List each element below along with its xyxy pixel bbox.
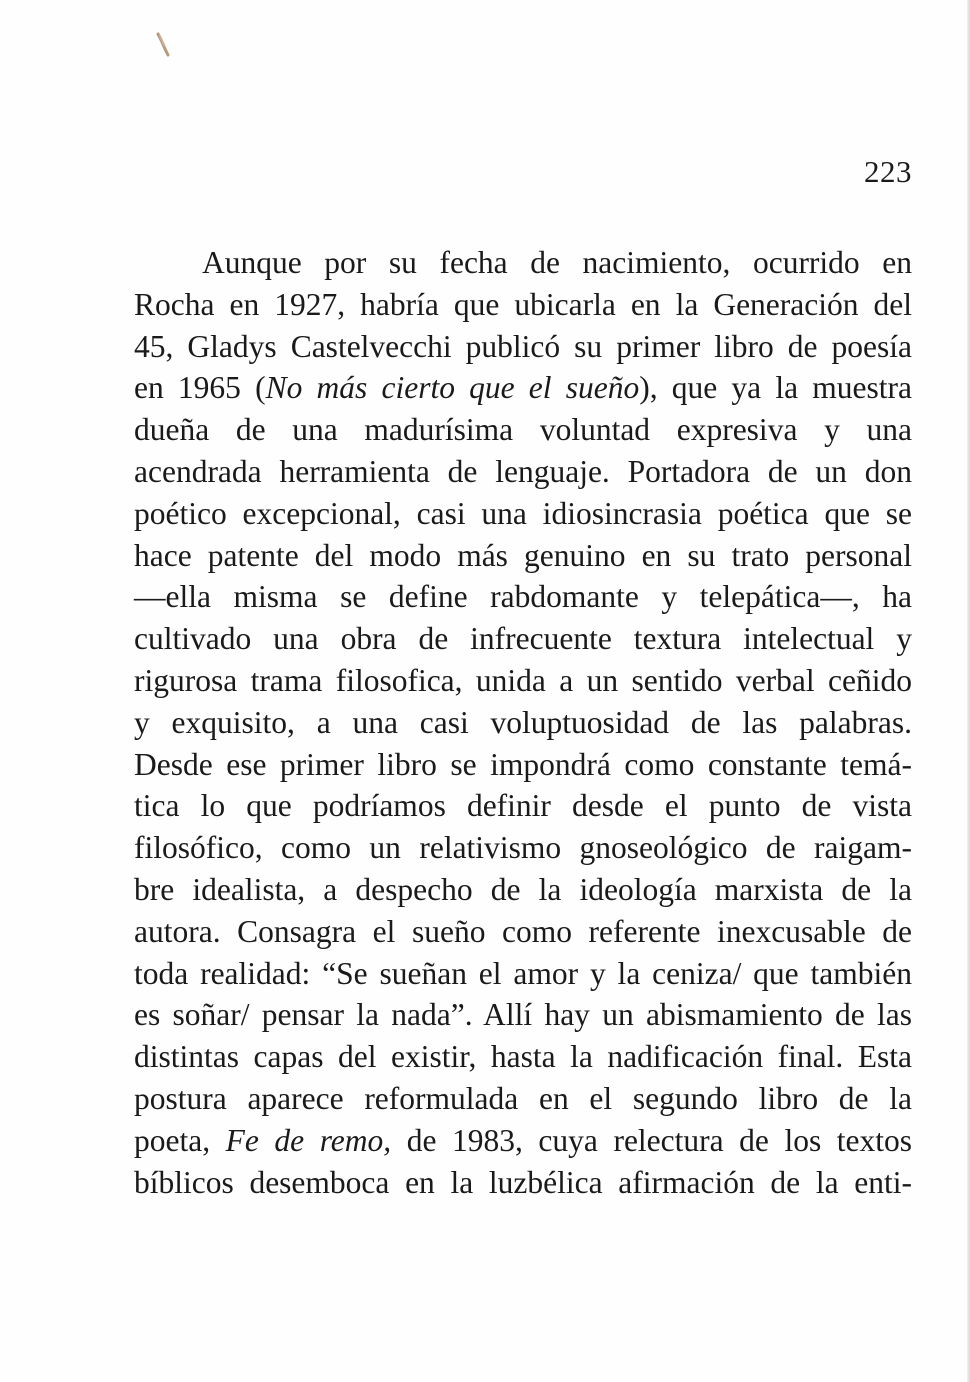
text-line	[134, 660, 912, 702]
text-line	[134, 744, 912, 786]
text-run: 45, Gladys Castelvecchi publicó su primer libro de poesía	[134, 328, 912, 364]
text-line	[134, 994, 912, 1036]
text-run: Rocha en 1927, habría que ubicarla en la Generación del	[134, 286, 912, 322]
text-run: Aunque por su fecha de nacimiento, ocurrido en	[202, 245, 912, 280]
text-line	[134, 284, 912, 326]
text-line	[134, 493, 912, 535]
text-line	[134, 367, 912, 409]
text-line	[134, 1120, 912, 1162]
text-line	[134, 326, 912, 368]
text-run: Desde ese primer libro se impondrá como constante temá-	[134, 746, 912, 782]
text-run: ), que ya la muestra	[639, 370, 912, 406]
text-run: filosófico, como un relativismo gnoseológico de raigam-	[134, 830, 912, 866]
text-run: bre idealista, a despecho de la ideología marxista de la	[134, 871, 912, 907]
text-run: toda realidad: “Se sueñan el amor y la ceniza/ que también	[134, 955, 912, 991]
page-number: 223	[864, 154, 912, 189]
text-line	[134, 1078, 912, 1120]
text-line	[134, 827, 912, 869]
text-run: distintas capas del existir, hasta la nadificación final. Esta	[134, 1039, 912, 1075]
text-run: bíblicos desemboca en la luzbélica afirmación de la enti-	[134, 1164, 912, 1200]
text-line	[134, 242, 912, 284]
text-line	[134, 535, 912, 577]
italic-title: Fe de remo,	[225, 1122, 392, 1158]
text-run: acendrada herramienta de lenguaje. Portadora de un don	[134, 453, 912, 489]
text-run: es soñar/ pensar la nada”. Allí hay un abismamiento de las	[134, 997, 912, 1033]
text-line	[134, 869, 912, 911]
text-run: poeta,	[134, 1122, 226, 1158]
text-line	[134, 1162, 912, 1204]
text-run: de 1983, cuya relectura de los textos	[391, 1122, 913, 1158]
text-run: en 1965 (	[134, 370, 266, 406]
text-run: rigurosa trama filosofica, unida a un sentido verbal ceñido	[134, 662, 912, 698]
text-run: cultivado una obra de infrecuente textura intelectual y	[134, 621, 912, 657]
text-run: poético excepcional, casi una idiosincrasia poética que se	[134, 495, 912, 531]
text-line	[134, 409, 912, 451]
text-line	[134, 1036, 912, 1078]
text-line	[134, 702, 912, 744]
italic-title: No más cierto que el sueño	[265, 370, 640, 406]
text-run: postura aparece reformulada en el segundo libro de la	[134, 1080, 912, 1116]
text-line	[134, 953, 912, 995]
body-paragraph	[134, 242, 912, 1203]
text-line	[134, 785, 912, 827]
text-line	[134, 451, 912, 493]
text-run: tica lo que podríamos definir desde el punto de vista	[134, 788, 912, 824]
stray-ink-mark	[156, 32, 172, 58]
text-line	[134, 618, 912, 660]
text-line	[134, 911, 912, 953]
text-run: dueña de una madurísima voluntad expresiva y una	[134, 412, 912, 448]
text-run: —ella misma se define rabdomante y telepática—, ha	[134, 579, 912, 615]
text-run: hace patente del modo más genuino en su trato personal	[134, 537, 912, 573]
text-run: autora. Consagra el sueño como referente inexcusable de	[134, 913, 912, 949]
text-line	[134, 576, 912, 618]
text-run: y exquisito, a una casi voluptuosidad de las palabras.	[134, 704, 912, 740]
